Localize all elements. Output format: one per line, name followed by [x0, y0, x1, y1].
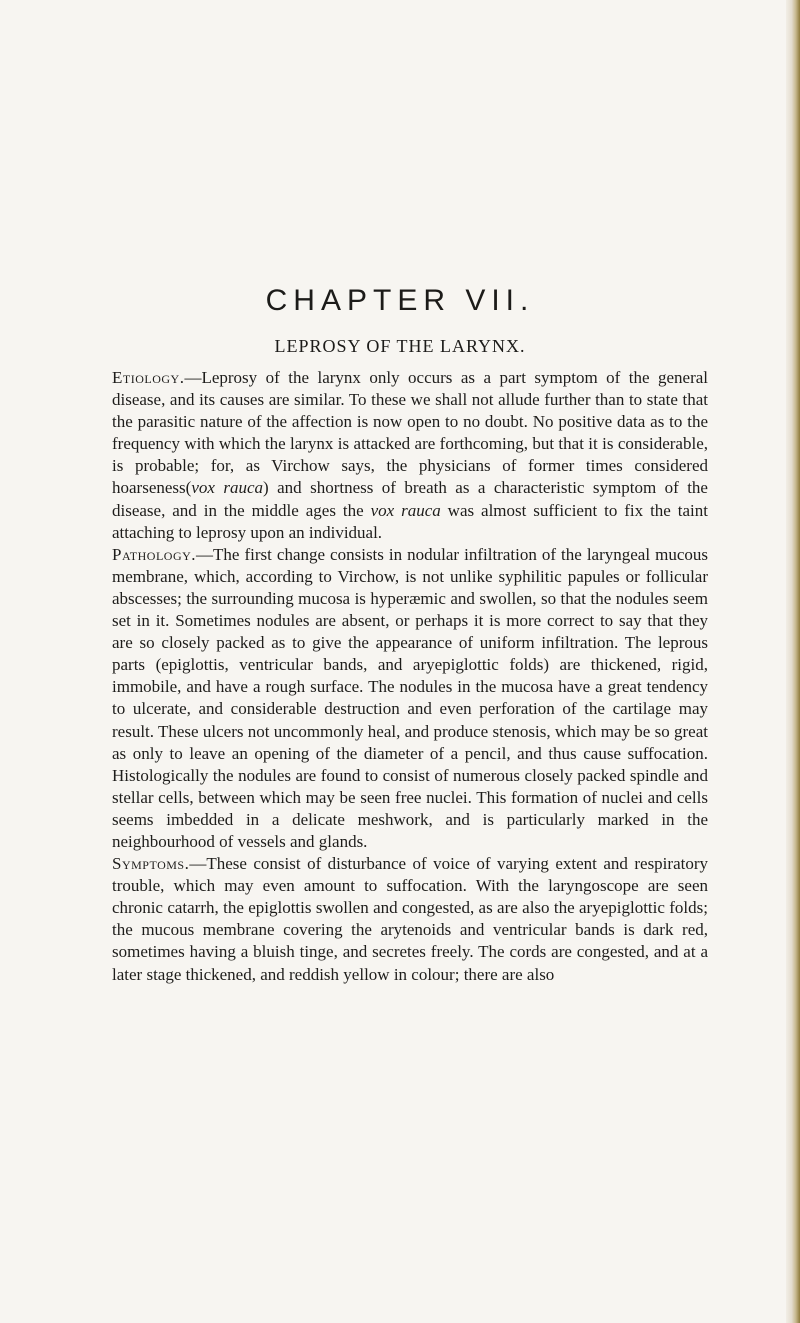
heading-dash: — — [189, 854, 207, 874]
paragraph-etiology — [112, 367, 708, 544]
paragraph-heading-etiology: Etiology. — [112, 368, 185, 387]
latin-term: vox rauca — [191, 478, 263, 498]
text-segment: Leprosy of the larynx only occurs as a part symptom of the general disease, and its causes are similar. To these we shall not allude further than to state that the parasitic nature of the affection is now open to no doubt. No positive data as to the frequency with which the larynx is attacked are forthcoming, but that it is considerable, is probable; for, as Virchow says, the physicians of former times considered hoarseness( — [112, 368, 708, 498]
latin-term: vox rauca — [370, 500, 441, 520]
heading-dash: — — [184, 368, 202, 387]
paragraph-heading-pathology: Pathology. — [112, 544, 197, 564]
chapter-title: CHAPTER VII. — [265, 284, 535, 317]
page-edge — [786, 0, 800, 1323]
paragraph-pathology — [112, 544, 708, 853]
paragraph-heading-symptoms: Symptoms. — [112, 854, 190, 874]
text-segment: ) and shortness of breath as a characteristic symptom of the disease, and in the middle ages the — [112, 478, 708, 520]
text-segment: was almost sufficient to fix the taint attaching to leprosy upon an individual. — [112, 500, 708, 542]
paragraph-symptoms — [112, 853, 708, 986]
heading-dash: — — [196, 544, 214, 564]
section-title: LEPROSY OF THE LARYNX. — [274, 336, 526, 356]
body-text — [112, 367, 708, 986]
paragraph-text: These consist of disturbance of voice of varying extent and respiratory trouble, which may even amount to suffocation. With the laryngoscope are seen chronic catarrh, the epiglottis swollen and congested, as are also the aryepiglottic folds; the mucous membrane covering the arytenoids and ventricular bands is dark red, sometimes having a bluish tinge, and secretes freely. The cords are congested, and at a later stage thickened, and reddish yellow in colour; there are also — [112, 854, 708, 984]
paragraph-text: The first change consists in nodular infiltration of the laryngeal mucous membrane, which, according to Virchow, is not unlike syphilitic papules or follicular abscesses; the surrounding mucosa is hyperæmic and swollen, so that the nodules seem set in it. Sometimes nodules are absent, or perhaps it is more correct to say that they are so closely packed as to give the appearance of uniform infiltration. The leprous parts (epiglottis, ventricular bands, and aryepiglottic folds) are thickened, rigid, immobile, and have a rough surface. The nodules in the mucosa have a great tendency to ulcerate, and considerable destruction and even perforation of the cartilage may result. These ulcers not uncommonly heal, and produce stenosis, which may be so great as only to leave an opening of the diameter of a pencil, and thus cause suffocation. Histologically the nodules are found to consist of numerous closely packed spindle and stellar cells, between which may be seen free nuclei. This formation of nuclei and cells seems imbedded in a delicate meshwork, and is particularly marked in the neighbourhood of vessels and glands. — [112, 544, 708, 851]
